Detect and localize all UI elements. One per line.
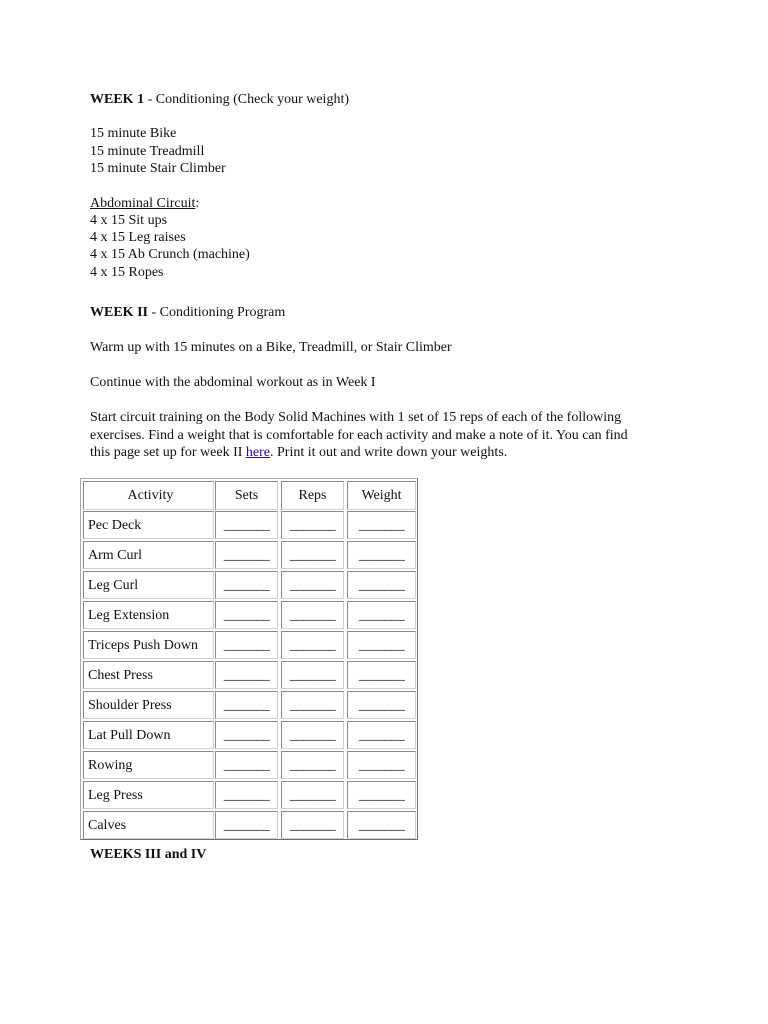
header-reps: Reps [281, 481, 344, 510]
abs-item: 4 x 15 Ropes [90, 265, 164, 280]
weight-blank[interactable]: _______ [347, 601, 416, 629]
abs-item: 4 x 15 Leg raises [90, 230, 186, 245]
abs-item: 4 x 15 Sit ups [90, 213, 168, 228]
abdominal-circuit-label: Abdominal Circuit [90, 196, 196, 211]
activity-cell: Leg Press [83, 781, 214, 809]
weight-blank[interactable]: _______ [347, 721, 416, 749]
activity-cell: Leg Extension [83, 601, 214, 629]
abdominal-circuit-heading [90, 195, 199, 212]
reps-blank[interactable]: _______ [281, 691, 344, 719]
sets-blank[interactable]: _______ [215, 661, 278, 689]
intro-line-1: Start circuit training on the Body Solid Machines with 1 set of 15 reps of each of the following [90, 410, 622, 425]
intro-line-3-pre: this page set up for week II [90, 445, 246, 460]
reps-blank[interactable]: _______ [281, 811, 344, 839]
sets-blank[interactable]: _______ [215, 541, 278, 569]
reps-blank[interactable]: _______ [281, 511, 344, 539]
cardio-item: 15 minute Stair Climber [90, 161, 226, 176]
weight-blank[interactable]: _______ [347, 661, 416, 689]
week1-heading-line [90, 91, 349, 108]
reps-blank[interactable]: _______ [281, 781, 344, 809]
reps-blank[interactable]: _______ [281, 721, 344, 749]
activity-cell: Rowing [83, 751, 214, 779]
week1-heading: WEEK 1 [90, 92, 145, 107]
week2-heading-line [90, 304, 285, 321]
intro-line-3-post: . Print it out and write down your weights. [270, 445, 508, 460]
weight-blank[interactable]: _______ [347, 541, 416, 569]
sets-blank[interactable]: _______ [215, 751, 278, 779]
sets-blank[interactable]: _______ [215, 631, 278, 659]
activity-cell: Arm Curl [83, 541, 214, 569]
sets-blank[interactable]: _______ [215, 571, 278, 599]
warmup-text: Warm up with 15 minutes on a Bike, Treadmill, or Stair Climber [90, 340, 452, 355]
cardio-item: 15 minute Bike [90, 126, 177, 141]
activity-cell: Triceps Push Down [83, 631, 214, 659]
header-weight: Weight [347, 481, 416, 510]
sets-blank[interactable]: _______ [215, 511, 278, 539]
activity-cell: Calves [83, 811, 214, 839]
sets-blank[interactable]: _______ [215, 601, 278, 629]
cardio-item: 15 minute Treadmill [90, 144, 205, 159]
reps-blank[interactable]: _______ [281, 541, 344, 569]
header-activity: Activity [83, 481, 214, 510]
header-sets: Sets [215, 481, 278, 510]
activity-cell: Shoulder Press [83, 691, 214, 719]
reps-blank[interactable]: _______ [281, 631, 344, 659]
weight-blank[interactable]: _______ [347, 751, 416, 779]
weight-blank[interactable]: _______ [347, 811, 416, 839]
weight-blank[interactable]: _______ [347, 571, 416, 599]
abs-item: 4 x 15 Ab Crunch (machine) [90, 247, 250, 262]
weight-blank[interactable]: _______ [347, 631, 416, 659]
week2-subtitle: - Conditioning Program [147, 305, 286, 320]
sets-blank[interactable]: _______ [215, 721, 278, 749]
intro-line-2: exercises. Find a weight that is comfortable for each activity and make a note of it. You can find [90, 428, 628, 443]
activity-cell: Pec Deck [83, 511, 214, 539]
sets-blank[interactable]: _______ [215, 811, 278, 839]
weeks34-heading: WEEKS III and IV [90, 847, 207, 862]
abdominal-circuit-colon: : [195, 196, 200, 211]
weight-blank[interactable]: _______ [347, 781, 416, 809]
continue-text: Continue with the abdominal workout as in Week I [90, 375, 376, 390]
sets-blank[interactable]: _______ [215, 691, 278, 719]
reps-blank[interactable]: _______ [281, 571, 344, 599]
here-link[interactable]: here [245, 445, 270, 460]
week2-heading: WEEK II [90, 305, 148, 320]
reps-blank[interactable]: _______ [281, 751, 344, 779]
weight-blank[interactable]: _______ [347, 511, 416, 539]
sets-blank[interactable]: _______ [215, 781, 278, 809]
weight-blank[interactable]: _______ [347, 691, 416, 719]
week1-subtitle: - Conditioning (Check your weight) [144, 92, 349, 107]
reps-blank[interactable]: _______ [281, 601, 344, 629]
reps-blank[interactable]: _______ [281, 661, 344, 689]
intro-line-3 [90, 444, 507, 461]
activity-cell: Leg Curl [83, 571, 214, 599]
activity-cell: Chest Press [83, 661, 214, 689]
activity-cell: Lat Pull Down [83, 721, 214, 749]
